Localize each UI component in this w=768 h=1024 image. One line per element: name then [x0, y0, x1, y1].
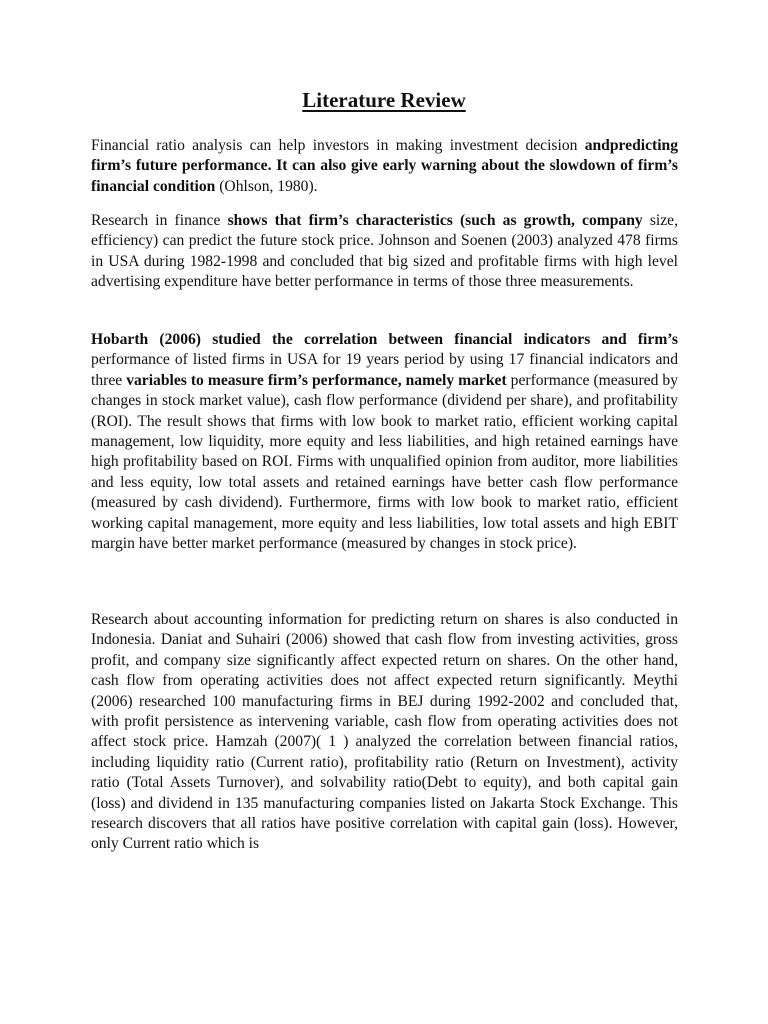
- text-segment-bold: andpredicting firm’s future performance. It can also give early warning about the slowdown of firm’s financial condition: [91, 137, 678, 195]
- text-segment-bold: Hobarth (2006) studied the correlation between financial indicators and firm’s: [91, 331, 678, 348]
- text-segment: Financial ratio analysis can help investors in making investment decision: [91, 137, 585, 154]
- text-segment-bold: variables to measure firm’s performance, namely market: [126, 371, 507, 389]
- paragraph-research-in-finance: [91, 211, 678, 293]
- text-segment: (Ohlson, 1980).: [215, 177, 318, 195]
- text-segment: size, efficiency) can predict the future stock price. Johnson and Soenen (2003) analyzed 478 firms in USA during 1982-1998 and concluded that big sized and profitable firms with high level advertising expenditure have better performance in terms of those three measurements.: [91, 212, 679, 291]
- paragraph-ratio-analysis: [91, 136, 678, 197]
- text-segment-bold: shows that firm’s characteristics (such as growth, company: [227, 212, 643, 229]
- text-segment: Research in finance: [91, 212, 228, 229]
- text-segment: performance (measured by changes in stock market value), cash flow performance (dividend per share), and profitability (ROI). The result shows that firms with low book to market ratio, efficient working capital management, low liquidity, more equity and less liabilities, and high retained earnings have high profitability based on ROI. Firms with unqualified opinion from auditor, more liabilities and less equity, low total assets and retained earnings have better cash flow performance (measured by cash dividend). Furthermore, firms with low book to market ratio, efficient working capital management, more equity and less liabilities, low total assets and high EBIT margin have better market performance (measured by changes in stock price).: [91, 371, 678, 553]
- text-segment: performance of listed firms in USA for 19 years period by using 17 financial indicators and three: [91, 351, 678, 389]
- page-title: Literature Review: [302, 88, 466, 112]
- paragraph-indonesia-research: [91, 610, 678, 855]
- text-segment: Research about accounting information for predicting return on shares is also conducted in Indonesia. Daniat and Suhairi (2006) showed that cash flow from investing activities, gross profit, and company size significantly affect expected return on shares. On the other hand, cash flow from operating activities does not affect expected return significantly. Meythi (2006) researched 100 manufacturing firms in BEJ during 1992-2002 and concluded that, with profit persistence as intervening variable, cash flow from operating activities does not affect stock price. Hamzah (2007)( 1 ) analyzed the correlation between financial ratios, including liquidity ratio (Current ratio), profitability ratio (Return on Investment), activity ratio (Total Assets Turnover), and solvability ratio(Debt to equity), and both capital gain (loss) and dividend in 135 manufacturing companies listed on Jakarta Stock Exchange. This research discovers that all ratios have positive correlation with capital gain (loss). However, only Current ratio which is: [91, 611, 678, 853]
- paragraph-hobarth-study: [91, 330, 678, 554]
